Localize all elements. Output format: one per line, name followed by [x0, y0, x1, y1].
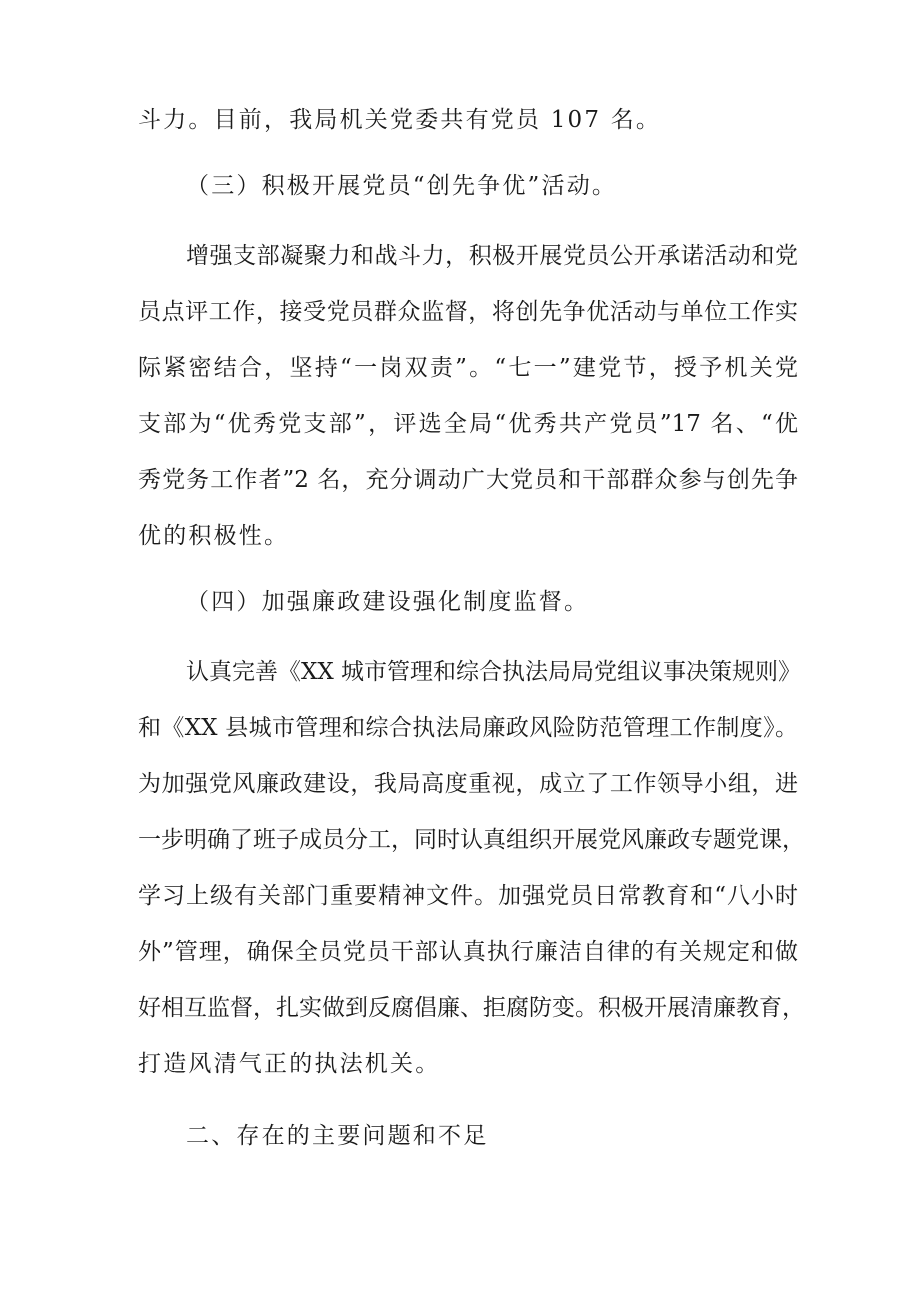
section-heading: （三）积极开展党员“创先争优”活动。 [186, 173, 618, 199]
text-line: 外”管理，确保全员党员干部认真执行廉洁自律的有关规定和做 [138, 939, 798, 965]
text-line: 斗力。目前，我局机关党委共有党员 107 名。 [138, 107, 662, 133]
text-line: 际紧密结合，坚持“一岗双责”。“七一”建党节，授予机关党 [138, 355, 798, 381]
section-heading: （四）加强廉政建设强化制度监督。 [186, 589, 590, 615]
text-line: 员点评工作，接受党员群众监督，将创先争优活动与单位工作实 [138, 299, 798, 325]
text-line: 支部为“优秀党支部”，评选全局“优秀共产党员”17 名、“优 [138, 411, 798, 437]
text-line: 和《XX 县城市管理和综合执法局廉政风险防范管理工作制度》。 [138, 715, 798, 741]
text-line: 增强支部凝聚力和战斗力，积极开展党员公开承诺活动和党 [186, 243, 798, 269]
text-line: 学习上级有关部门重要精神文件。加强党员日常教育和“八小时 [138, 883, 798, 909]
text-line: 认真完善《XX 城市管理和综合执法局局党组议事决策规则》 [186, 659, 802, 685]
text-line: 优的积极性。 [138, 523, 290, 549]
text-line: 秀党务工作者”2 名，充分调动广大党员和干部群众参与创先争 [138, 467, 798, 493]
section-heading: 二、存在的主要问题和不足 [186, 1123, 489, 1149]
text-line: 打造风清气正的执法机关。 [138, 1051, 441, 1077]
text-line: 一步明确了班子成员分工，同时认真组织开展党风廉政专题党课， [138, 827, 805, 853]
text-line: 为加强党风廉政建设，我局高度重视，成立了工作领导小组，进 [138, 771, 798, 797]
text-line: 好相互监督，扎实做到反腐倡廉、拒腐防变。积极开展清廉教育， [138, 995, 805, 1021]
